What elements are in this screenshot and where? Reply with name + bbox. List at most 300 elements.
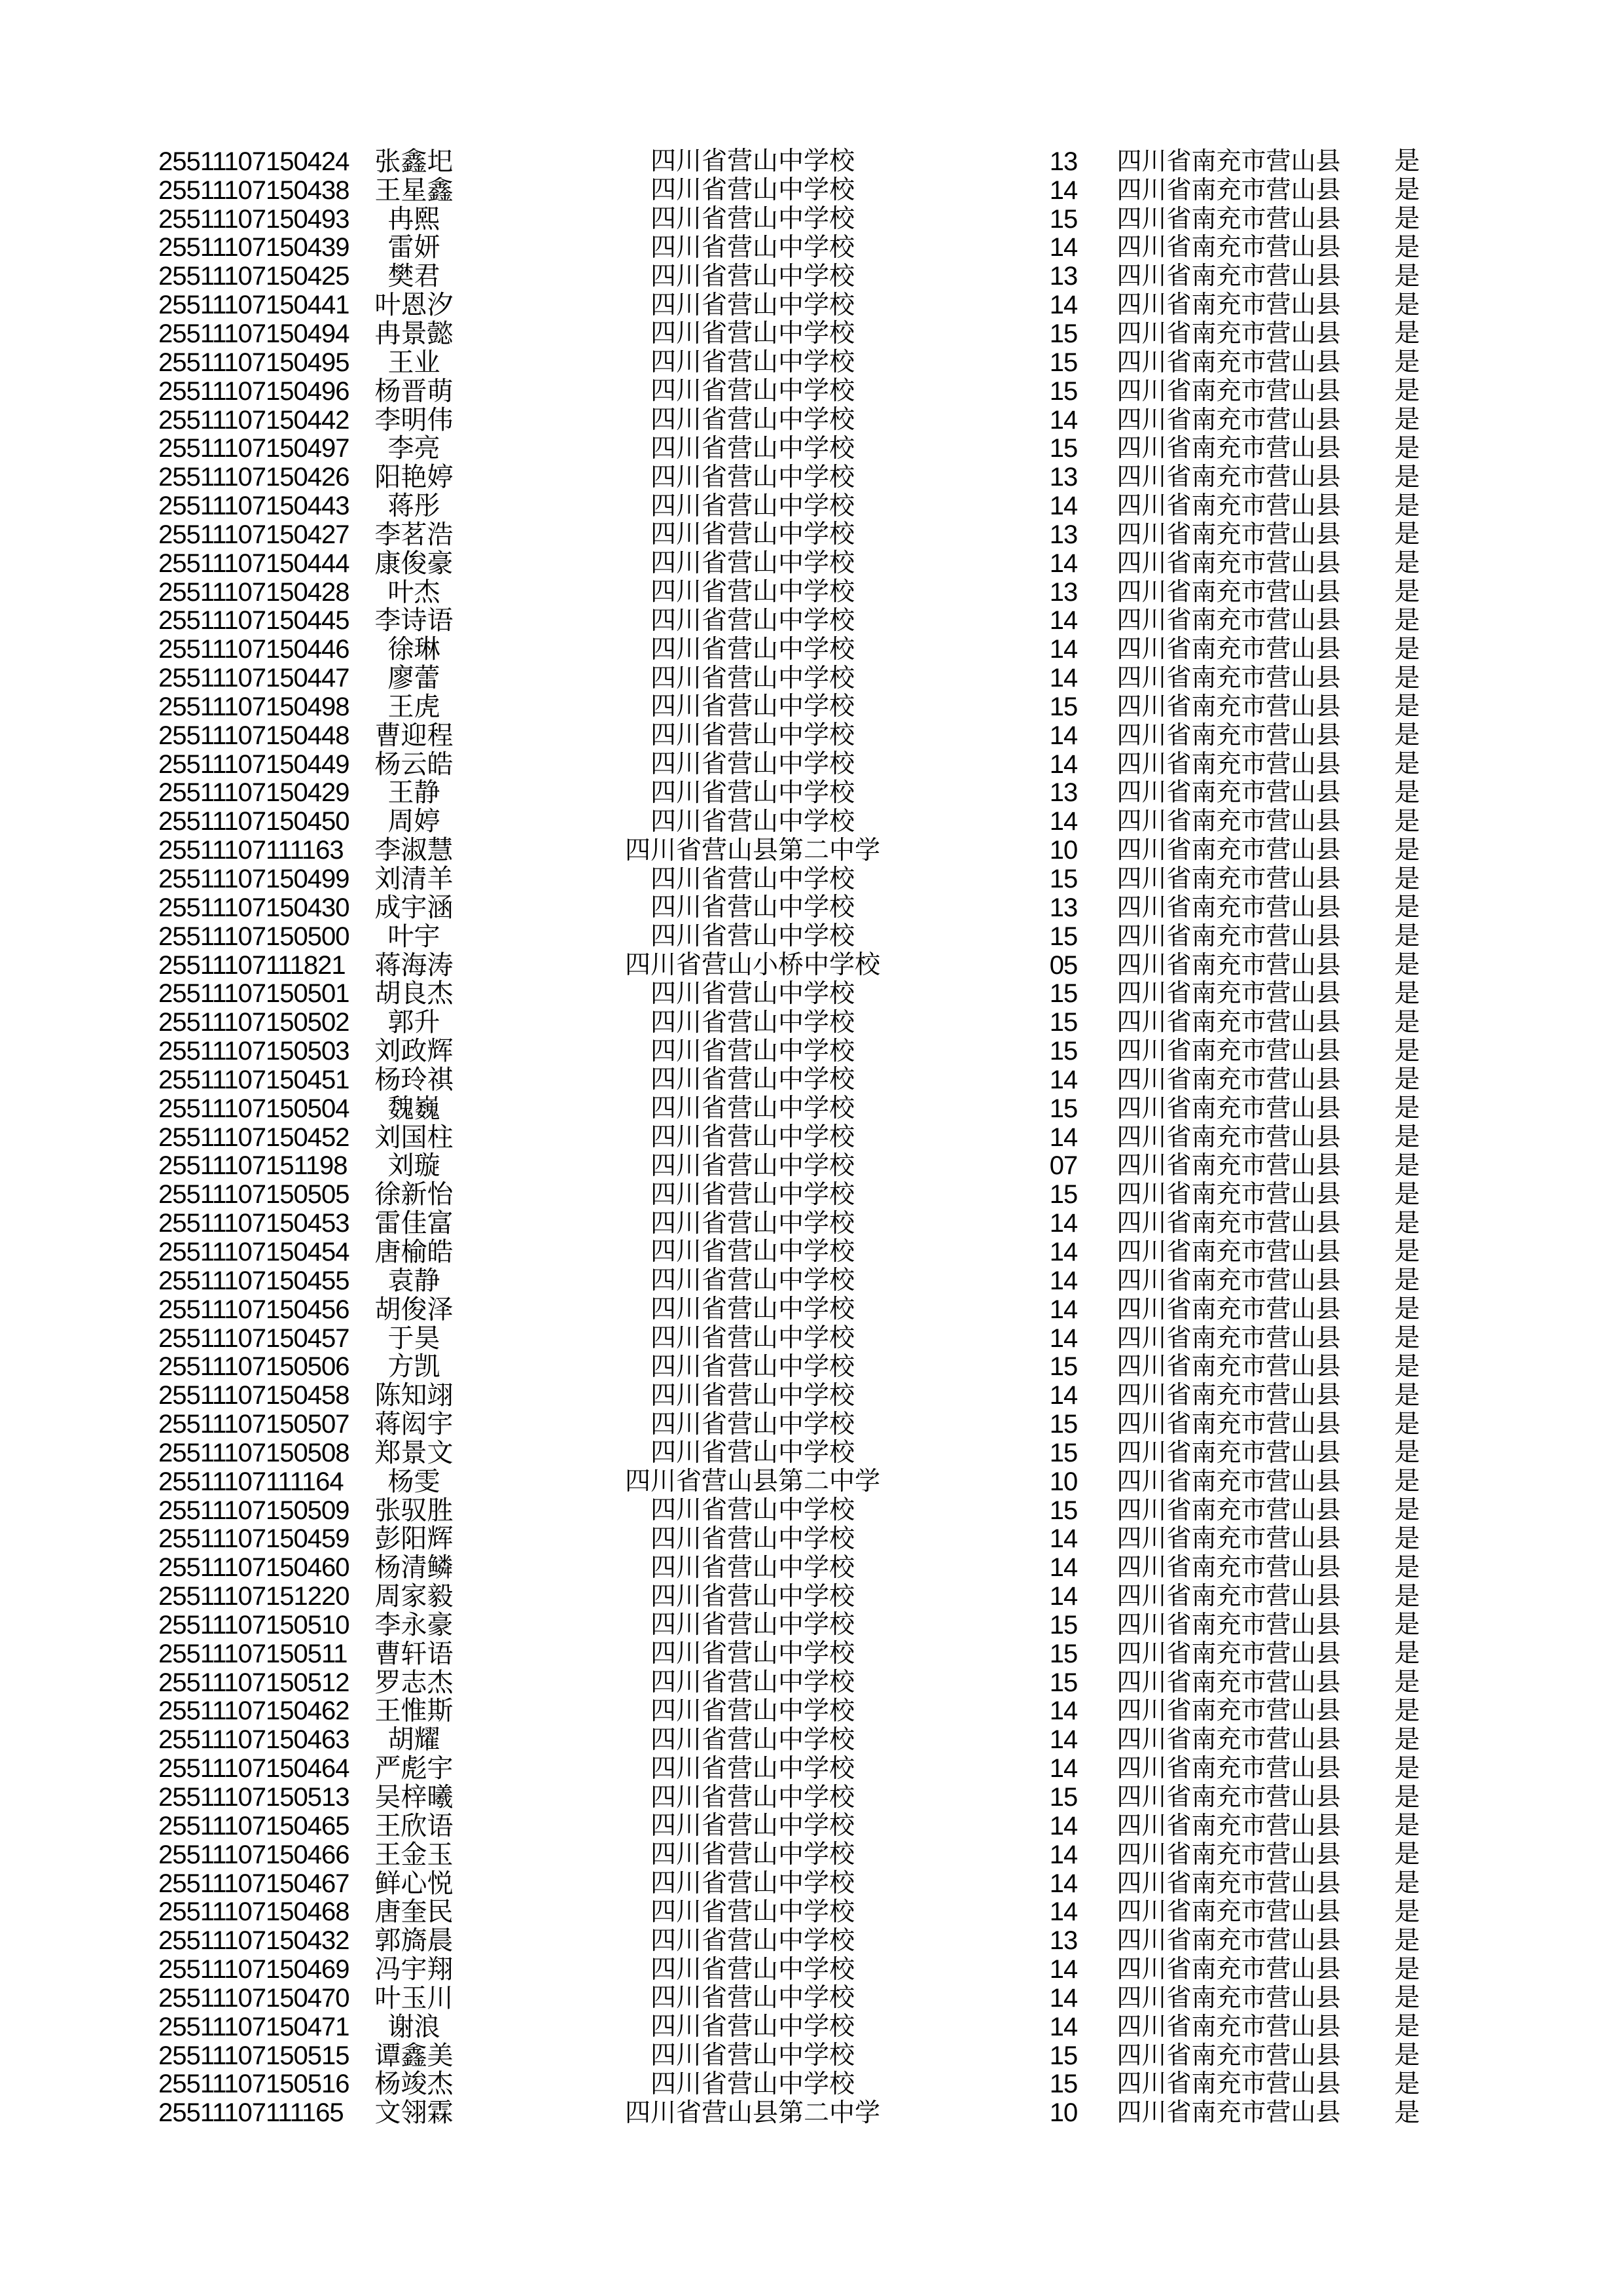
student-name-cell: 冉景懿 <box>374 318 454 348</box>
school-name-cell: 四川省营山中学校 <box>650 865 855 893</box>
student-name-cell: 谭鑫美 <box>374 2040 454 2070</box>
class-number-cell: 15 <box>1049 348 1078 377</box>
student-name-cell: 叶宇 <box>387 921 440 951</box>
table-row <box>0 205 1623 234</box>
student-table <box>0 147 1623 2127</box>
class-number-cell: 15 <box>1049 1668 1078 1697</box>
student-name-cell: 郭升 <box>387 1007 440 1037</box>
table-row <box>0 1840 1623 1869</box>
region-cell: 四川省南充市营山县 <box>1116 1496 1341 1524</box>
student-name-cell: 曹轩语 <box>374 1638 454 1668</box>
school-name-cell: 四川省营山中学校 <box>650 1984 855 2013</box>
school-name-cell: 四川省营山中学校 <box>650 147 855 176</box>
school-name-cell: 四川省营山中学校 <box>650 434 855 463</box>
student-name-cell: 谢浪 <box>387 2011 440 2041</box>
region-cell: 四川省南充市营山县 <box>1116 492 1341 520</box>
confirm-flag-cell: 是 <box>1394 1897 1420 1926</box>
region-cell: 四川省南充市营山县 <box>1116 1353 1341 1381</box>
student-name-cell: 刘国柱 <box>374 1122 454 1152</box>
table-row <box>0 492 1623 520</box>
school-name-cell: 四川省营山中学校 <box>650 377 855 406</box>
confirm-flag-cell: 是 <box>1394 2070 1420 2098</box>
exam-id-cell: 25511107150496 <box>158 376 349 406</box>
school-name-cell: 四川省营山中学校 <box>650 1696 855 1725</box>
student-name-cell: 吴梓曦 <box>374 1782 454 1812</box>
region-cell: 四川省南充市营山县 <box>1116 692 1341 721</box>
school-name-cell: 四川省营山中学校 <box>650 1783 855 1812</box>
student-name-cell: 樊君 <box>387 261 440 291</box>
student-name-cell: 刘清羊 <box>374 864 454 894</box>
class-number-cell: 15 <box>1049 1008 1078 1037</box>
student-name-cell: 王虎 <box>387 691 440 721</box>
table-row <box>0 1352 1623 1381</box>
confirm-flag-cell: 是 <box>1394 1869 1420 1898</box>
exam-id-cell: 25511107150501 <box>158 979 349 1009</box>
region-cell: 四川省南充市营山县 <box>1116 1295 1341 1323</box>
confirm-flag-cell: 是 <box>1394 1467 1420 1496</box>
class-number-cell: 15 <box>1049 1438 1078 1467</box>
student-name-cell: 蒋闳宇 <box>374 1409 454 1439</box>
class-number-cell: 14 <box>1049 492 1078 521</box>
confirm-flag-cell: 是 <box>1394 492 1420 520</box>
class-number-cell: 15 <box>1049 922 1078 951</box>
class-number-cell: 14 <box>1049 1524 1078 1554</box>
student-name-cell: 刘政辉 <box>374 1036 454 1066</box>
table-row <box>0 1697 1623 1726</box>
confirm-flag-cell: 是 <box>1394 1037 1420 1066</box>
confirm-flag-cell: 是 <box>1394 147 1420 176</box>
exam-id-cell: 25511107150451 <box>158 1065 349 1094</box>
school-name-cell: 四川省营山中学校 <box>650 578 855 607</box>
school-name-cell: 四川省营山中学校 <box>650 463 855 492</box>
class-number-cell: 14 <box>1049 1582 1078 1611</box>
school-name-cell: 四川省营山中学校 <box>650 319 855 348</box>
region-cell: 四川省南充市营山县 <box>1116 1266 1341 1295</box>
confirm-flag-cell: 是 <box>1394 979 1420 1008</box>
region-cell: 四川省南充市营山县 <box>1116 1094 1341 1122</box>
exam-id-cell: 25511107150444 <box>158 548 349 578</box>
school-name-cell: 四川省营山县第二中学 <box>624 2098 880 2127</box>
confirm-flag-cell: 是 <box>1394 1180 1420 1209</box>
exam-id-cell: 25511107111821 <box>158 950 346 980</box>
confirm-flag-cell: 是 <box>1394 1381 1420 1410</box>
school-name-cell: 四川省营山中学校 <box>650 664 855 692</box>
region-cell: 四川省南充市营山县 <box>1116 1668 1341 1696</box>
region-cell: 四川省南充市营山县 <box>1116 1898 1341 1926</box>
student-name-cell: 郑景文 <box>374 1437 454 1467</box>
school-name-cell: 四川省营山中学校 <box>650 1151 855 1180</box>
student-name-cell: 杨雯 <box>387 1466 440 1496</box>
school-name-cell: 四川省营山中学校 <box>650 635 855 664</box>
exam-id-cell: 25511107150429 <box>158 778 349 808</box>
exam-id-cell: 25511107150457 <box>158 1323 349 1353</box>
confirm-flag-cell: 是 <box>1394 1926 1420 1955</box>
class-number-cell: 14 <box>1049 1266 1078 1295</box>
school-name-cell: 四川省营山中学校 <box>650 1553 855 1582</box>
school-name-cell: 四川省营山中学校 <box>650 1725 855 1754</box>
table-row <box>0 1381 1623 1410</box>
table-row <box>0 1725 1623 1754</box>
student-name-cell: 雷佳富 <box>374 1208 454 1238</box>
region-cell: 四川省南充市营山县 <box>1116 463 1341 492</box>
class-number-cell: 14 <box>1049 291 1078 320</box>
region-cell: 四川省南充市营山县 <box>1116 262 1341 291</box>
student-name-cell: 徐新怡 <box>374 1179 454 1210</box>
table-row <box>0 1582 1623 1611</box>
table-row <box>0 750 1623 779</box>
table-row <box>0 607 1623 636</box>
region-cell: 四川省南充市营山县 <box>1116 234 1341 262</box>
table-row <box>0 1209 1623 1238</box>
class-number-cell: 14 <box>1049 548 1078 578</box>
class-number-cell: 15 <box>1049 1496 1078 1525</box>
student-name-cell: 李亮 <box>387 433 440 463</box>
region-cell: 四川省南充市营山县 <box>1116 1037 1341 1066</box>
table-row <box>0 979 1623 1008</box>
table-row <box>0 1783 1623 1812</box>
exam-id-cell: 25511107150494 <box>158 319 349 348</box>
school-name-cell: 四川省营山中学校 <box>650 406 855 435</box>
exam-id-cell: 25511107150442 <box>158 405 349 435</box>
region-cell: 四川省南充市营山县 <box>1116 1467 1341 1496</box>
confirm-flag-cell: 是 <box>1394 606 1420 635</box>
exam-id-cell: 25511107150438 <box>158 175 349 205</box>
table-row <box>0 1266 1623 1295</box>
student-name-cell: 王业 <box>387 347 440 377</box>
student-name-cell: 康俊豪 <box>374 548 454 578</box>
table-row <box>0 1668 1623 1697</box>
class-number-cell: 14 <box>1049 1840 1078 1869</box>
school-name-cell: 四川省营山中学校 <box>650 750 855 779</box>
table-row <box>0 1324 1623 1353</box>
class-number-cell: 13 <box>1049 262 1078 291</box>
class-number-cell: 15 <box>1049 1094 1078 1123</box>
region-cell: 四川省南充市营山县 <box>1116 1784 1341 1812</box>
confirm-flag-cell: 是 <box>1394 1611 1420 1640</box>
class-number-cell: 13 <box>1049 463 1078 492</box>
region-cell: 四川省南充市营山县 <box>1116 1152 1341 1180</box>
exam-id-cell: 25511107150453 <box>158 1209 349 1238</box>
exam-id-cell: 25511107150454 <box>158 1237 349 1266</box>
school-name-cell: 四川省营山中学校 <box>650 233 855 262</box>
region-cell: 四川省南充市营山县 <box>1116 1439 1341 1467</box>
confirm-flag-cell: 是 <box>1394 578 1420 607</box>
student-name-cell: 严彪宇 <box>374 1753 454 1784</box>
class-number-cell: 14 <box>1049 721 1078 750</box>
table-row <box>0 1640 1623 1668</box>
confirm-flag-cell: 是 <box>1394 1553 1420 1582</box>
school-name-cell: 四川省营山中学校 <box>650 348 855 377</box>
exam-id-cell: 25511107150512 <box>158 1668 349 1697</box>
table-row <box>0 291 1623 319</box>
table-row <box>0 1553 1623 1582</box>
region-cell: 四川省南充市营山县 <box>1116 951 1341 979</box>
confirm-flag-cell: 是 <box>1394 1066 1420 1094</box>
class-number-cell: 15 <box>1049 2070 1078 2099</box>
table-row <box>0 1123 1623 1152</box>
school-name-cell: 四川省营山中学校 <box>650 1754 855 1783</box>
school-name-cell: 四川省营山中学校 <box>650 1352 855 1381</box>
region-cell: 四川省南充市营山县 <box>1116 980 1341 1008</box>
confirm-flag-cell: 是 <box>1394 262 1420 291</box>
table-row <box>0 865 1623 893</box>
school-name-cell: 四川省营山中学校 <box>650 922 855 951</box>
student-name-cell: 叶杰 <box>387 577 440 607</box>
school-name-cell: 四川省营山中学校 <box>650 492 855 520</box>
class-number-cell: 15 <box>1049 1037 1078 1066</box>
exam-id-cell: 25511107150447 <box>158 664 349 693</box>
class-number-cell: 14 <box>1049 606 1078 636</box>
school-name-cell: 四川省营山中学校 <box>650 1180 855 1209</box>
exam-id-cell: 25511107150493 <box>158 204 349 234</box>
table-row <box>0 1295 1623 1324</box>
table-row <box>0 2098 1623 2127</box>
exam-id-cell: 25511107150446 <box>158 635 349 664</box>
table-row <box>0 176 1623 205</box>
confirm-flag-cell: 是 <box>1394 836 1420 865</box>
class-number-cell: 14 <box>1049 405 1078 435</box>
region-cell: 四川省南充市营山县 <box>1116 750 1341 778</box>
exam-id-cell: 25511107150506 <box>158 1352 349 1382</box>
student-name-cell: 成宇涵 <box>374 892 454 922</box>
exam-id-cell: 25511107150448 <box>158 721 349 750</box>
exam-id-cell: 25511107150505 <box>158 1180 349 1210</box>
confirm-flag-cell: 是 <box>1394 205 1420 234</box>
school-name-cell: 四川省营山中学校 <box>650 807 855 836</box>
confirm-flag-cell: 是 <box>1394 1266 1420 1295</box>
region-cell: 四川省南充市营山县 <box>1116 1812 1341 1840</box>
region-cell: 四川省南充市营山县 <box>1116 636 1341 664</box>
region-cell: 四川省南充市营山县 <box>1116 1956 1341 1984</box>
class-number-cell: 14 <box>1049 1754 1078 1784</box>
region-cell: 四川省南充市营山县 <box>1116 1640 1341 1668</box>
table-row <box>0 1869 1623 1898</box>
class-number-cell: 15 <box>1049 319 1078 348</box>
exam-id-cell: 25511107150439 <box>158 233 349 262</box>
student-name-cell: 叶玉川 <box>374 1982 454 2013</box>
table-row <box>0 1066 1623 1094</box>
table-row <box>0 348 1623 377</box>
class-number-cell: 10 <box>1049 1467 1078 1496</box>
table-row <box>0 2013 1623 2041</box>
class-number-cell: 14 <box>1049 1295 1078 1324</box>
exam-id-cell: 25511107150516 <box>158 2070 349 2099</box>
region-cell: 四川省南充市营山县 <box>1116 1382 1341 1410</box>
student-name-cell: 雷妍 <box>387 232 440 262</box>
table-row <box>0 1955 1623 1984</box>
student-name-cell: 胡耀 <box>387 1725 440 1755</box>
region-cell: 四川省南充市营山县 <box>1116 865 1341 893</box>
region-cell: 四川省南充市营山县 <box>1116 348 1341 376</box>
class-number-cell: 14 <box>1049 1323 1078 1353</box>
school-name-cell: 四川省营山中学校 <box>650 721 855 750</box>
class-number-cell: 15 <box>1049 979 1078 1009</box>
confirm-flag-cell: 是 <box>1394 1496 1420 1525</box>
student-name-cell: 曹迎程 <box>374 720 454 750</box>
region-cell: 四川省南充市营山县 <box>1116 406 1341 434</box>
confirm-flag-cell: 是 <box>1394 721 1420 750</box>
class-number-cell: 13 <box>1049 520 1078 549</box>
exam-id-cell: 25511107150428 <box>158 577 349 607</box>
confirm-flag-cell: 是 <box>1394 176 1420 205</box>
school-name-cell: 四川省营山中学校 <box>650 1668 855 1697</box>
school-name-cell: 四川省营山中学校 <box>650 1238 855 1266</box>
exam-id-cell: 25511107151198 <box>158 1151 348 1181</box>
school-name-cell: 四川省营山中学校 <box>650 1640 855 1668</box>
student-name-cell: 罗志杰 <box>374 1667 454 1697</box>
school-name-cell: 四川省营山中学校 <box>650 1410 855 1439</box>
table-row <box>0 1984 1623 2013</box>
table-row <box>0 1926 1623 1955</box>
class-number-cell: 15 <box>1049 1180 1078 1210</box>
exam-id-cell: 25511107150452 <box>158 1122 349 1152</box>
exam-id-cell: 25511107150430 <box>158 893 349 922</box>
class-number-cell: 14 <box>1049 1811 1078 1840</box>
region-cell: 四川省南充市营山县 <box>1116 1210 1341 1238</box>
region-cell: 四川省南充市营山县 <box>1116 1840 1341 1869</box>
exam-id-cell: 25511107150468 <box>158 1897 349 1927</box>
school-name-cell: 四川省营山中学校 <box>650 1066 855 1094</box>
exam-id-cell: 25511107150515 <box>158 2041 349 2070</box>
class-number-cell: 14 <box>1049 1381 1078 1410</box>
school-name-cell: 四川省营山中学校 <box>650 1123 855 1152</box>
school-name-cell: 四川省营山中学校 <box>650 2013 855 2041</box>
student-name-cell: 王金玉 <box>374 1839 454 1869</box>
student-name-cell: 王惟斯 <box>374 1696 454 1726</box>
school-name-cell: 四川省营山中学校 <box>650 549 855 578</box>
table-row <box>0 1812 1623 1840</box>
school-name-cell: 四川省营山中学校 <box>650 979 855 1008</box>
confirm-flag-cell: 是 <box>1394 951 1420 980</box>
table-row <box>0 406 1623 435</box>
class-number-cell: 14 <box>1049 1122 1078 1152</box>
region-cell: 四川省南充市营山县 <box>1116 808 1341 836</box>
class-number-cell: 07 <box>1049 1151 1078 1181</box>
region-cell: 四川省南充市营山县 <box>1116 1181 1341 1209</box>
exam-id-cell: 25511107150500 <box>158 922 349 951</box>
class-number-cell: 10 <box>1049 836 1078 865</box>
table-row <box>0 1897 1623 1926</box>
confirm-flag-cell: 是 <box>1394 1094 1420 1123</box>
student-name-cell: 冯宇翔 <box>374 1954 454 1984</box>
school-name-cell: 四川省营山中学校 <box>650 1295 855 1324</box>
table-row <box>0 951 1623 980</box>
table-row <box>0 836 1623 865</box>
region-cell: 四川省南充市营山县 <box>1116 2013 1341 2041</box>
student-name-cell: 胡俊泽 <box>374 1294 454 1324</box>
class-number-cell: 14 <box>1049 1237 1078 1266</box>
region-cell: 四川省南充市营山县 <box>1116 1755 1341 1783</box>
exam-id-cell: 25511107150441 <box>158 291 349 320</box>
table-row <box>0 234 1623 262</box>
region-cell: 四川省南充市营山县 <box>1116 1583 1341 1611</box>
confirm-flag-cell: 是 <box>1394 1696 1420 1725</box>
region-cell: 四川省南充市营山县 <box>1116 893 1341 922</box>
class-number-cell: 15 <box>1049 1610 1078 1640</box>
class-number-cell: 14 <box>1049 807 1078 836</box>
region-cell: 四川省南充市营山县 <box>1116 1611 1341 1639</box>
confirm-flag-cell: 是 <box>1394 750 1420 779</box>
confirm-flag-cell: 是 <box>1394 377 1420 406</box>
class-number-cell: 15 <box>1049 692 1078 721</box>
class-number-cell: 14 <box>1049 1725 1078 1755</box>
table-row <box>0 319 1623 348</box>
class-number-cell: 15 <box>1049 2041 1078 2070</box>
table-row <box>0 692 1623 721</box>
student-name-cell: 张鑫圯 <box>374 146 454 176</box>
school-name-cell: 四川省营山中学校 <box>650 2041 855 2070</box>
student-name-cell: 李诗语 <box>374 605 454 636</box>
class-number-cell: 14 <box>1049 1897 1078 1927</box>
confirm-flag-cell: 是 <box>1394 2098 1420 2127</box>
exam-id-cell: 25511107150508 <box>158 1438 349 1467</box>
exam-id-cell: 25511107150459 <box>158 1524 349 1554</box>
class-number-cell: 15 <box>1049 376 1078 406</box>
school-name-cell: 四川省营山中学校 <box>650 1324 855 1353</box>
class-number-cell: 14 <box>1049 233 1078 262</box>
confirm-flag-cell: 是 <box>1394 1238 1420 1266</box>
school-name-cell: 四川省营山县第二中学 <box>624 836 880 865</box>
exam-id-cell: 25511107111163 <box>158 836 344 865</box>
confirm-flag-cell: 是 <box>1394 1783 1420 1812</box>
exam-id-cell: 25511107150504 <box>158 1094 349 1123</box>
table-row <box>0 635 1623 664</box>
table-row <box>0 1238 1623 1266</box>
student-name-cell: 唐榆皓 <box>374 1236 454 1266</box>
exam-id-cell: 25511107150499 <box>158 865 349 894</box>
student-name-cell: 徐琳 <box>387 634 440 664</box>
region-cell: 四川省南充市营山县 <box>1116 607 1341 635</box>
student-name-cell: 叶恩汐 <box>374 290 454 320</box>
region-cell: 四川省南充市营山县 <box>1116 1554 1341 1582</box>
region-cell: 四川省南充市营山县 <box>1116 377 1341 405</box>
table-row <box>0 1094 1623 1123</box>
table-row <box>0 1037 1623 1066</box>
confirm-flag-cell: 是 <box>1394 1410 1420 1439</box>
exam-id-cell: 25511107150469 <box>158 1955 349 1984</box>
student-name-cell: 王欣语 <box>374 1810 454 1840</box>
confirm-flag-cell: 是 <box>1394 1840 1420 1869</box>
region-cell: 四川省南充市营山县 <box>1116 205 1341 233</box>
class-number-cell: 14 <box>1049 1955 1078 1984</box>
school-name-cell: 四川省营山中学校 <box>650 1897 855 1926</box>
table-row <box>0 1152 1623 1181</box>
school-name-cell: 四川省营山中学校 <box>650 520 855 549</box>
class-number-cell: 14 <box>1049 635 1078 664</box>
table-row <box>0 2041 1623 2070</box>
student-name-cell: 蒋海涛 <box>374 950 454 980</box>
student-name-cell: 胡良杰 <box>374 978 454 1009</box>
confirm-flag-cell: 是 <box>1394 664 1420 692</box>
exam-id-cell: 25511107111164 <box>158 1467 344 1496</box>
region-cell: 四川省南充市营山县 <box>1116 1869 1341 1897</box>
school-name-cell: 四川省营山中学校 <box>650 262 855 291</box>
table-row <box>0 1611 1623 1640</box>
student-name-cell: 彭阳辉 <box>374 1524 454 1554</box>
student-name-cell: 杨清鳞 <box>374 1552 454 1583</box>
confirm-flag-cell: 是 <box>1394 1352 1420 1381</box>
exam-id-cell: 25511107150503 <box>158 1037 349 1066</box>
student-name-cell: 陈知翊 <box>374 1380 454 1410</box>
confirm-flag-cell: 是 <box>1394 549 1420 578</box>
region-cell: 四川省南充市营山县 <box>1116 520 1341 548</box>
student-name-cell: 魏巍 <box>387 1093 440 1123</box>
region-cell: 四川省南充市营山县 <box>1116 1324 1341 1352</box>
class-number-cell: 15 <box>1049 1639 1078 1668</box>
student-name-cell: 周家毅 <box>374 1581 454 1611</box>
student-name-cell: 王静 <box>387 778 440 808</box>
region-cell: 四川省南充市营山县 <box>1116 664 1341 692</box>
